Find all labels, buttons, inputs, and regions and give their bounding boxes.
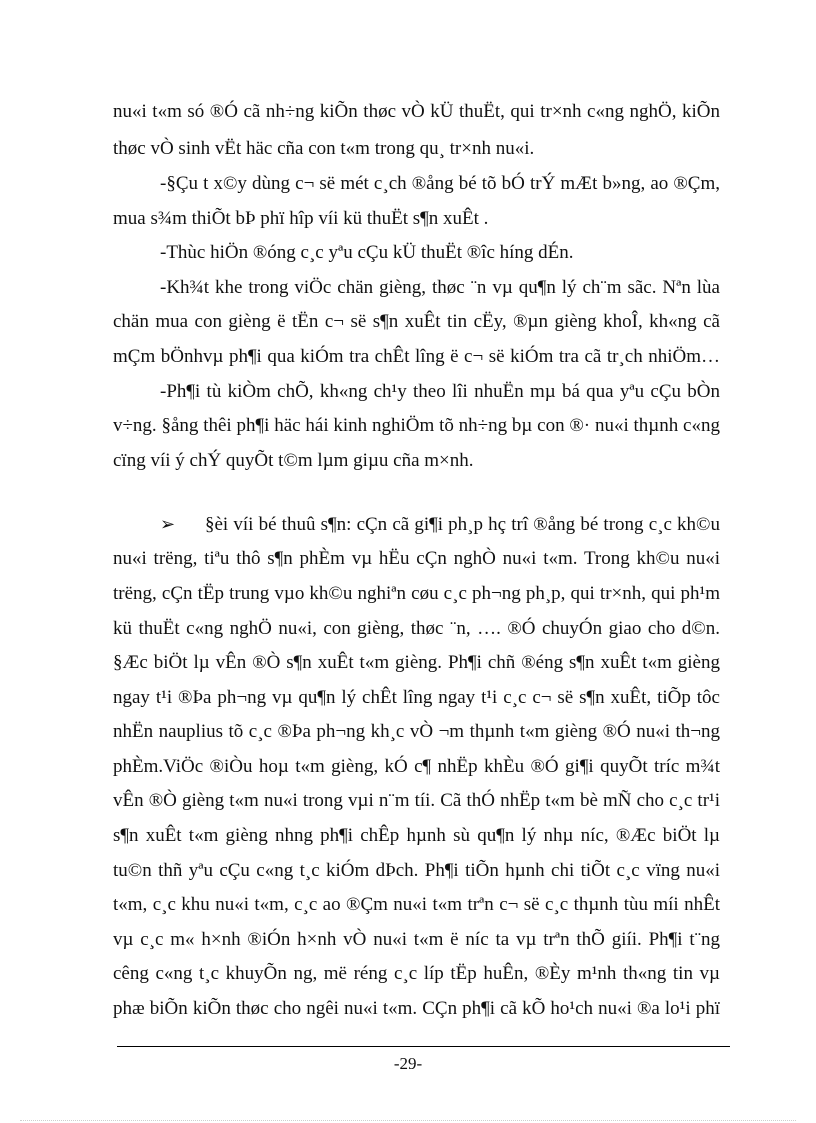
footer-rule [117,1046,730,1047]
text-line: chän mua con gièng ë tËn c¬ së s¶n xuÊt tin cËy, ®µn gièng khoÎ, kh«ng cã [113,311,720,332]
page-bottom-border [20,1120,796,1121]
text-line: cêng c«ng t¸c khuyÕn ng, më réng c¸c líp tËp huÊn, ®Èy m¹nh th«ng tin vµ [113,963,720,984]
page-number: -29- [393,1054,423,1073]
text-line: -Kh¾t khe trong viÖc chän gièng, thøc ¨n vµ qu¶n lý ch¨m sãc. Nªn lùa [160,277,720,298]
text-line: -Ph¶i tù kiÒm chÕ, kh«ng ch¹y theo lîi nhuËn mµ bá qua yªu cÇu bÒn [160,381,720,402]
text-line: s¶n xuÊt t«m gièng nhng ph¶i chÊp hµnh sù qu¶n lý nhµ níc, ®Æc biÖt lµ [113,825,720,846]
text-line: nu«i t«m só ®Ó cã nh÷ng kiÕn thøc vÒ kÜ thuËt, qui tr×nh c«ng nghÖ, kiÕn [113,101,720,122]
text-line: §èi víi bé thuû s¶n: cÇn cã gi¶i ph¸p hç trî ®ång bé trong c¸c kh©u [205,514,720,535]
text-line: cïng víi ý chÝ quyÕt t©m lµm giµu cña m×nh. [113,450,474,471]
text-line: §Æc biÖt lµ vÊn ®Ò s¶n xuÊt t«m gièng. Ph¶i chñ ®éng s¶n xuÊt t«m gièng [113,652,720,673]
text-line: t«m, c¸c khu nu«i t«m, c¸c ao ®Çm nu«i t«m trªn c¬ së c¸c thµnh tùu míi nhÊt [113,894,720,915]
text-line: kü thuËt c«ng nghÖ nu«i, con gièng, thøc ¨n, …. ®Ó chuyÓn giao cho d©n. [113,618,720,639]
arrow-bullet-icon: ➢ [160,514,176,534]
text-line: -Thùc hiÖn ®óng c¸c yªu cÇu kÜ thuËt ®îc híng dÉn. [160,242,574,263]
text-line: phæ biÕn kiÕn thøc cho ngêi nu«i t«m. CÇn ph¶i cã kÕ ho¹ch nu«i ®a lo¹i phï [113,998,720,1019]
text-line: nhËn nauplius tõ c¸c ®Þa ph¬ng kh¸c vÒ ¬m thµnh t«m gièng ®Ó nu«i th¬ng [113,721,720,742]
text-line: vÊn ®Ò gièng t«m nu«i trong vµi n¨m tíi. Cã thÓ nhËp t«m bè mÑ cho c¸c tr¹i [113,790,720,811]
text-line: tu©n thñ yªu cÇu c«ng t¸c kiÓm dÞch. Ph¶i tiÕn hµnh chi tiÕt c¸c vïng nu«i [113,860,720,881]
text-line: mua s¾m thiÕt bÞ phï hîp víi kü thuËt s¶n xuÊt . [113,208,489,229]
text-line: -§Çu t x©y dùng c¬ së mét c¸ch ®ång bé tõ bÓ trÝ mÆt b»ng, ao ®Çm, [160,173,720,194]
text-line: nu«i trëng, tiªu thô s¶n phÈm vµ hËu cÇn nghÒ nu«i t«m. Trong kh©u nu«i [113,548,720,569]
text-line: vµ c¸c m« h×nh ®iÓn h×nh vÒ nu«i t«m ë níc ta vµ trªn thÕ giíi. Ph¶i t¨ng [113,929,720,950]
text-line: v÷ng. §ång thêi ph¶i häc hái kinh nghiÖm tõ nh÷ng bµ con ®· nu«i thµnh c«ng [113,415,720,436]
text-line: thøc vÒ sinh vËt häc cña con t«m trong qu¸ tr×nh nu«i. [113,138,535,159]
text-line: trëng, cÇn tËp trung vµo kh©u nghiªn cøu c¸c ph¬ng ph¸p, qui tr×nh, qui ph¹m [113,583,720,604]
text-line: mÇm bÖnhvµ ph¶i qua kiÓm tra chÊt lîng ë c¬ së kiÓm tra cã tr¸ch nhiÖm… [113,346,720,367]
text-line: ngay t¹i ®Þa ph¬ng vµ qu¶n lý chÊt lîng ngay t¹i c¸c c¬ së s¶n xuÊt, tiÕp tôc [113,687,720,708]
text-line: phÈm.ViÖc ®iÒu hoµ t«m gièng, kÓ c¶ nhËp khÈu ®Ó gi¶i quyÕt tríc m¾t [113,756,720,777]
